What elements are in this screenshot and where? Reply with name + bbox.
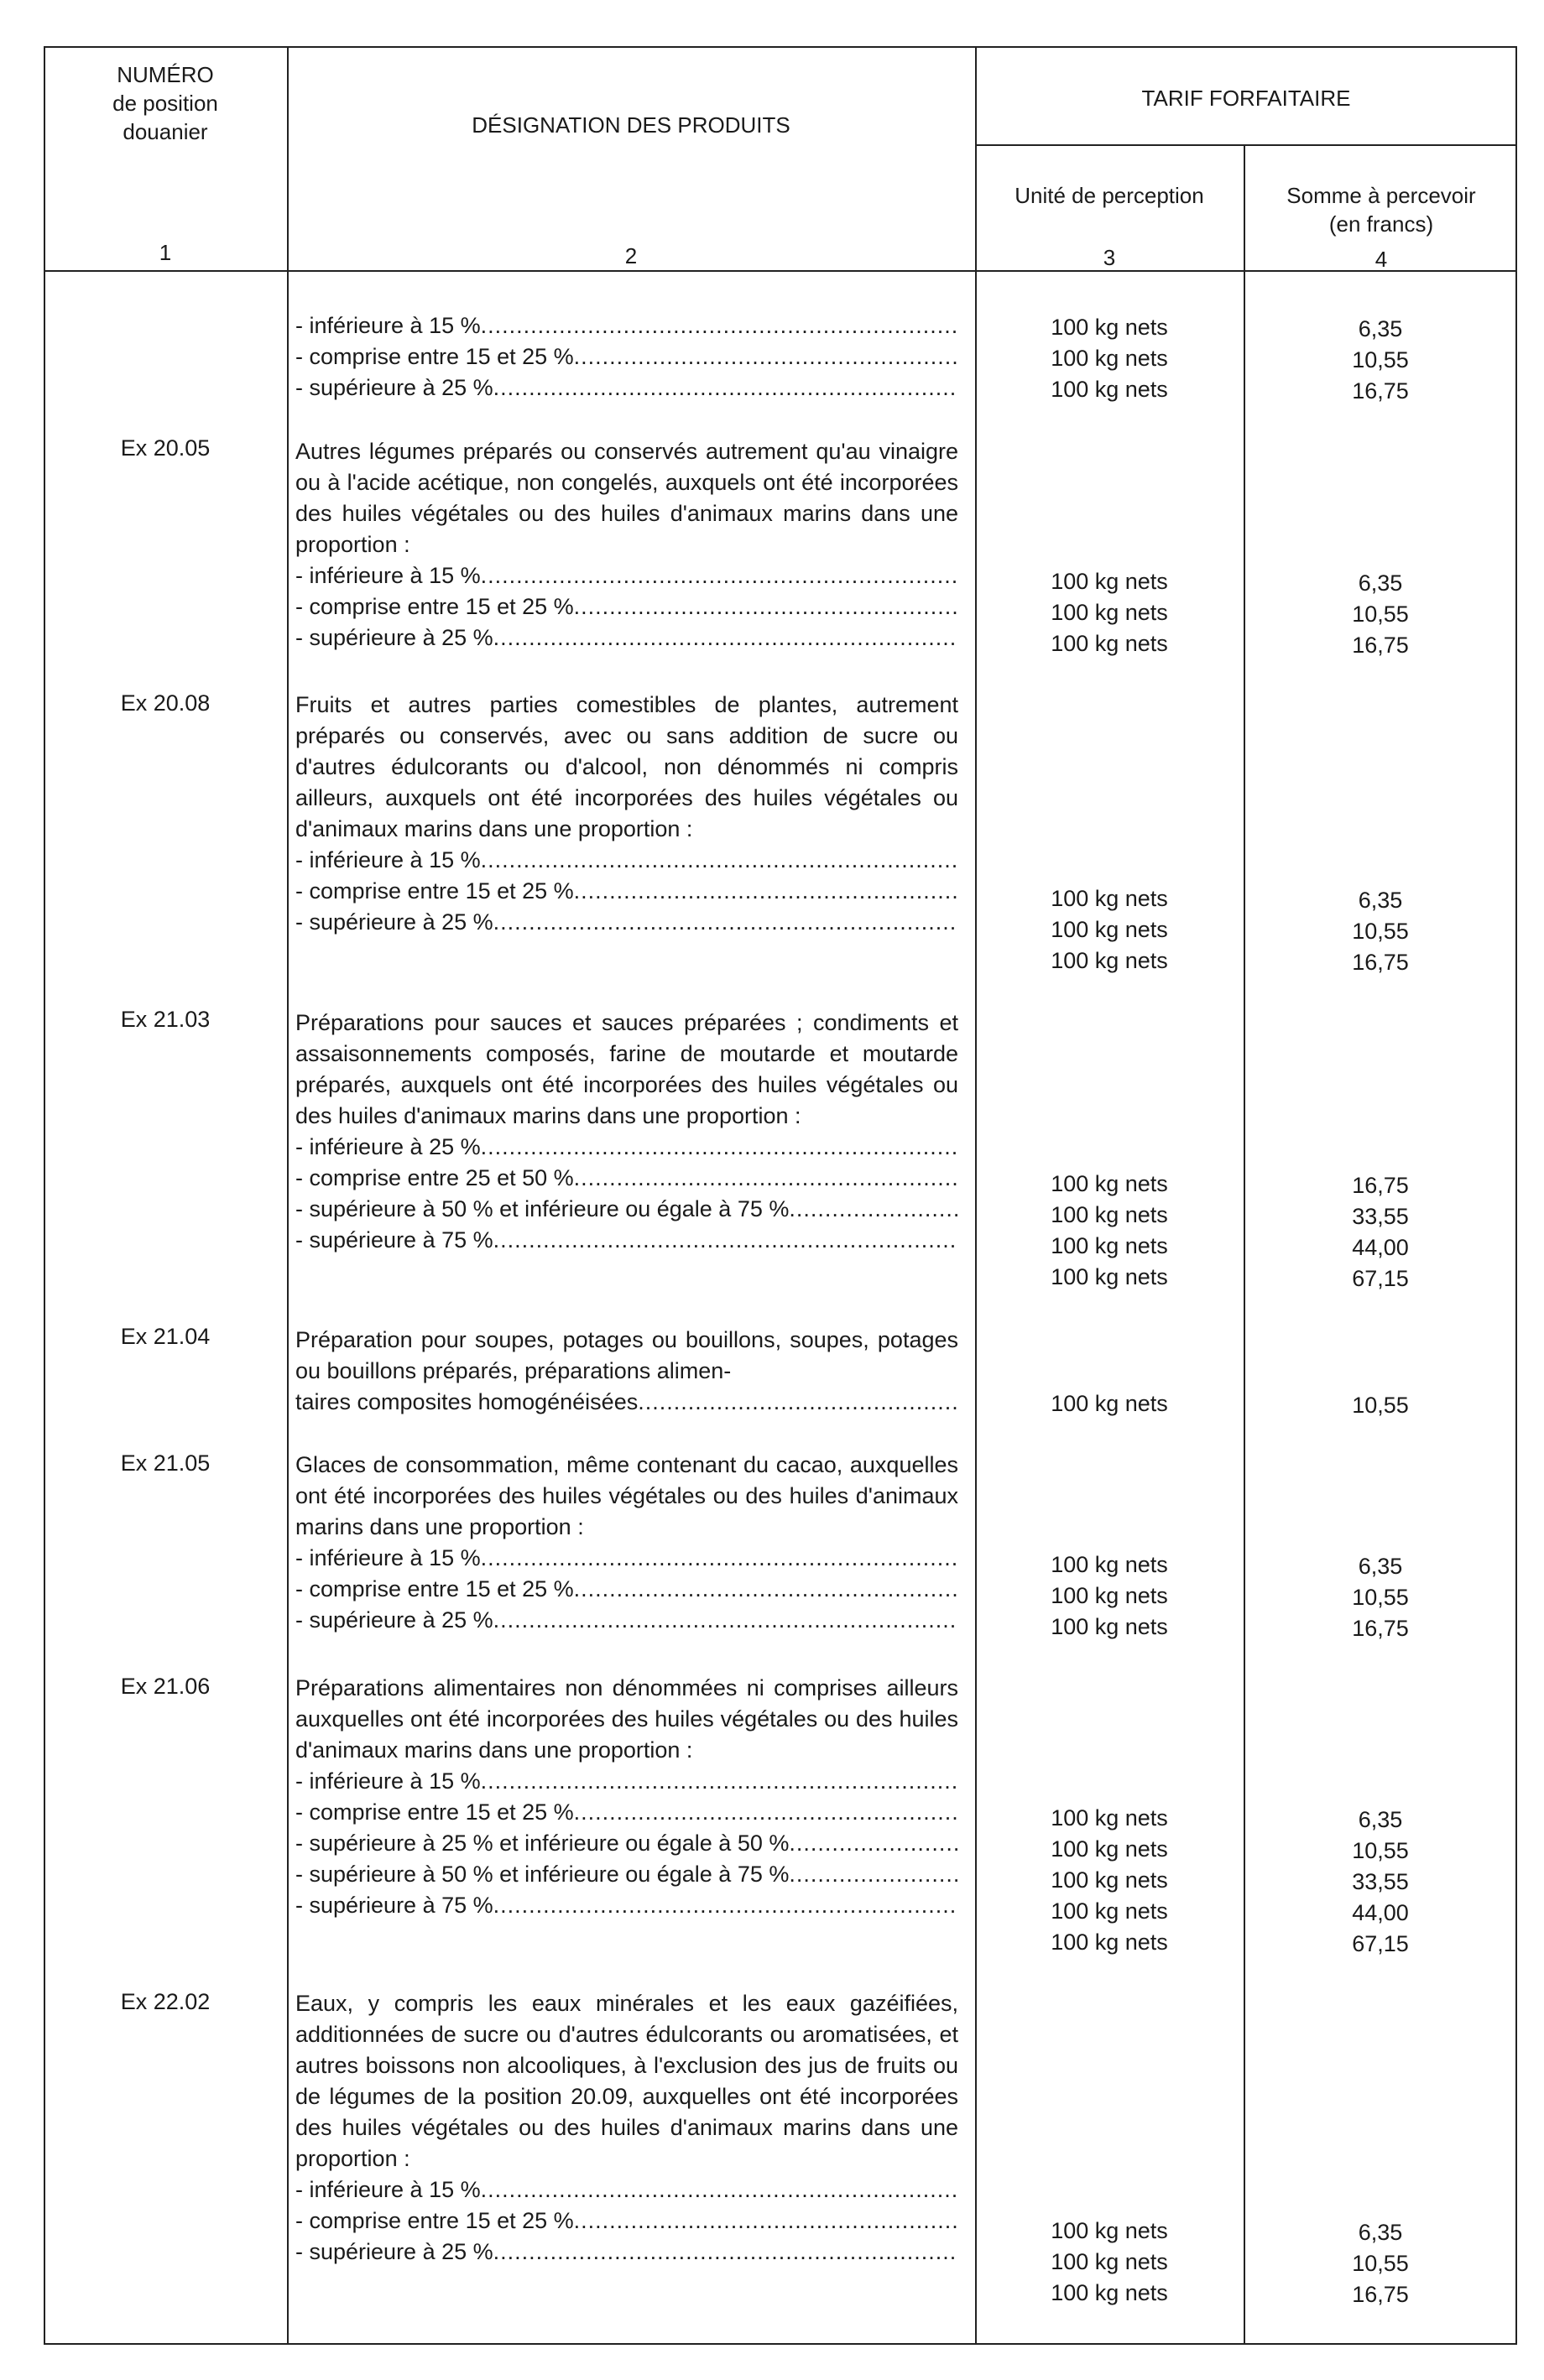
- unit-cell: 100 kg nets: [1051, 1233, 1168, 1258]
- unit-cell: 100 kg nets: [1051, 1614, 1168, 1639]
- unit-cell: 100 kg nets: [1051, 1930, 1168, 1955]
- tarif-title: TARIF FORFAITAIRE: [1141, 86, 1351, 111]
- row-description: [295, 1008, 958, 1256]
- rate-line: - comprise entre 15 et 25 % .....: [295, 1574, 958, 1605]
- rate-line: - supérieure à 75 % .....: [295, 1225, 958, 1256]
- unit-cell: 100 kg nets: [1051, 631, 1168, 656]
- unit-cell: 100 kg nets: [1051, 1867, 1168, 1893]
- rate-line: - inférieure à 15 % .....: [295, 845, 958, 876]
- rate-line: - supérieure à 25 % et inférieure ou égale à 50 % .....: [295, 1828, 958, 1859]
- rate-line: - comprise entre 15 et 25 % .....: [295, 341, 958, 372]
- unit-cell: 100 kg nets: [1051, 346, 1168, 371]
- amount-cell: 16,75: [1352, 950, 1409, 975]
- amount-cell: 6,35: [1358, 888, 1403, 913]
- amount-cell: 16,75: [1352, 1616, 1409, 1641]
- rate-line: - inférieure à 15 % .....: [295, 310, 958, 341]
- col3-title: Unité de perception: [1015, 183, 1204, 208]
- unit-cell: 100 kg nets: [1051, 1171, 1168, 1196]
- amount-cell: 10,55: [1352, 347, 1409, 372]
- rate-line: - inférieure à 15 % .....: [295, 1766, 958, 1797]
- rate-line: - supérieure à 50 % et inférieure ou égale à 75 % .....: [295, 1859, 958, 1890]
- unit-cell: 100 kg nets: [1051, 1583, 1168, 1608]
- position-code: Ex 21.05: [120, 1450, 211, 1476]
- row-description: [295, 1450, 958, 1636]
- col1-subtitle-1: de position: [112, 91, 218, 116]
- col2-number: 2: [624, 243, 638, 268]
- row-description: [295, 1325, 958, 1418]
- amount-cell: 16,75: [1352, 378, 1409, 404]
- rate-line: - inférieure à 15 % .....: [295, 2174, 958, 2206]
- unit-cell: 100 kg nets: [1051, 1391, 1168, 1416]
- rate-line: - comprise entre 15 et 25 % .....: [295, 1797, 958, 1828]
- col4-number: 4: [1374, 247, 1388, 272]
- unit-cell: 100 kg nets: [1051, 377, 1168, 402]
- amount-cell: 6,35: [1358, 2220, 1403, 2245]
- col3-number: 3: [1103, 245, 1116, 270]
- amount-cell: 6,35: [1358, 1807, 1403, 1832]
- rate-line: - supérieure à 25 % .....: [295, 622, 958, 654]
- rate-line: - comprise entre 15 et 25 % .....: [295, 876, 958, 907]
- amount-cell: 44,00: [1352, 1235, 1409, 1260]
- amount-cell: 67,15: [1352, 1266, 1409, 1291]
- amount-cell: 6,35: [1358, 570, 1403, 596]
- unit-cell: 100 kg nets: [1051, 2249, 1168, 2274]
- rate-line: - supérieure à 25 % .....: [295, 372, 958, 404]
- unit-cell: 100 kg nets: [1051, 948, 1168, 973]
- row-intro: Préparations pour sauces et sauces préparées ; condiments et assaisonnements composés, farine de moutarde et moutarde préparés, auxquels ont été incorporées des huiles végétales ou des huiles d'animaux marins dans une proportion :: [295, 1010, 958, 1128]
- row-intro: Glaces de consommation, même contenant du cacao, auxquelles ont été incorporées des huiles végétales ou des huiles d'animaux marins dans une proportion :: [295, 1452, 958, 1539]
- unit-cell: 100 kg nets: [1051, 600, 1168, 625]
- row-description: [295, 1988, 958, 2268]
- row-description: [295, 690, 958, 938]
- amount-cell: 67,15: [1352, 1931, 1409, 1956]
- rate-line: - comprise entre 25 et 50 % .....: [295, 1163, 958, 1194]
- rate-line: - inférieure à 15 % .....: [295, 560, 958, 591]
- amount-cell: 10,55: [1352, 602, 1409, 627]
- rate-line: - comprise entre 15 et 25 % .....: [295, 2206, 958, 2237]
- amount-cell: 10,55: [1352, 2251, 1409, 2276]
- amount-cell: 16,75: [1352, 1173, 1409, 1198]
- rate-line: - supérieure à 50 % et inférieure ou égale à 75 % .....: [295, 1194, 958, 1225]
- tarif-subheader-rule: [975, 144, 1517, 146]
- column-divider-1: [287, 46, 289, 2345]
- amount-cell: 16,75: [1352, 633, 1409, 658]
- rate-line: taires composites homogénéisées .....: [295, 1387, 958, 1418]
- position-code: Ex 20.05: [120, 435, 211, 461]
- unit-cell: 100 kg nets: [1051, 2218, 1168, 2243]
- rate-line: - supérieure à 25 % .....: [295, 1605, 958, 1636]
- amount-cell: 16,75: [1352, 2282, 1409, 2307]
- rate-line: - inférieure à 15 % .....: [295, 1543, 958, 1574]
- rate-line: - supérieure à 25 % .....: [295, 2237, 958, 2268]
- row-description: [295, 1673, 958, 1921]
- col1-title: NUMÉRO: [117, 62, 214, 87]
- rate-line: - supérieure à 25 % .....: [295, 907, 958, 938]
- col1-header: [44, 60, 287, 146]
- amount-cell: 10,55: [1352, 1393, 1409, 1418]
- row-description: [295, 310, 958, 404]
- unit-cell: 100 kg nets: [1051, 886, 1168, 911]
- amount-cell: 10,55: [1352, 1838, 1409, 1863]
- row-intro: Préparation pour soupes, potages ou bouillons, soupes, potages ou bouillons préparés, préparations alimen-: [295, 1327, 958, 1383]
- amount-cell: 33,55: [1352, 1204, 1409, 1229]
- amount-cell: 44,00: [1352, 1900, 1409, 1925]
- unit-cell: 100 kg nets: [1051, 569, 1168, 594]
- amount-cell: 10,55: [1352, 919, 1409, 944]
- amount-cell: 10,55: [1352, 1585, 1409, 1610]
- position-code: Ex 20.08: [120, 690, 211, 716]
- col2-title: DÉSIGNATION DES PRODUITS: [472, 112, 790, 138]
- col1-number: 1: [159, 240, 172, 265]
- unit-cell: 100 kg nets: [1051, 1836, 1168, 1862]
- rate-line: - supérieure à 75 % .....: [295, 1890, 958, 1921]
- unit-cell: 100 kg nets: [1051, 1264, 1168, 1289]
- unit-cell: 100 kg nets: [1051, 1805, 1168, 1831]
- unit-cell: 100 kg nets: [1051, 1552, 1168, 1577]
- unit-cell: 100 kg nets: [1051, 1202, 1168, 1227]
- col4-title-2: (en francs): [1328, 211, 1434, 237]
- row-intro: Eaux, y compris les eaux minérales et les eaux gazéifiées, additionnées de sucre ou d'autres édulcorants ou aromatisées, et autres boissons non alcooliques, à l'exclusion des jus de fruits ou de légumes de la position 20.09, auxquelles ont été incorporées des huiles végétales ou des huiles d'animaux marins dans une proportion :: [295, 1991, 958, 2171]
- unit-cell: 100 kg nets: [1051, 917, 1168, 942]
- amount-cell: 6,35: [1358, 1554, 1403, 1579]
- position-code: Ex 21.03: [120, 1007, 211, 1032]
- unit-cell: 100 kg nets: [1051, 1898, 1168, 1924]
- column-divider-3: [1244, 144, 1245, 2345]
- amount-cell: 33,55: [1352, 1869, 1409, 1894]
- amount-cell: 6,35: [1358, 316, 1403, 341]
- row-intro: Autres légumes préparés ou conservés autrement qu'au vinaigre ou à l'acide acétique, non congelés, auxquels ont été incorporées des huiles végétales ou des huiles d'animaux marins dans une proportion :: [295, 439, 958, 557]
- rate-line: - comprise entre 15 et 25 % .....: [295, 591, 958, 622]
- row-description: [295, 436, 958, 654]
- position-code: Ex 21.06: [120, 1674, 211, 1699]
- col4-header: [1245, 181, 1517, 238]
- col1-subtitle-2: douanier: [123, 119, 208, 144]
- position-code: Ex 22.02: [120, 1989, 211, 2014]
- unit-cell: 100 kg nets: [1051, 315, 1168, 340]
- unit-cell: 100 kg nets: [1051, 2280, 1168, 2305]
- row-intro: Fruits et autres parties comestibles de plantes, autrement préparés ou conservés, avec ou sans addition de sucre ou d'autres édulcorants ou d'alcool, non dénommés ni compris ailleurs, auxquels ont été incorporées des huiles végétales ou d'animaux marins dans une proportion :: [295, 692, 958, 841]
- row-intro: Préparations alimentaires non dénommées ni comprises ailleurs auxquelles ont été incorporées des huiles végétales ou des huiles d'animaux marins dans une proportion :: [295, 1675, 958, 1763]
- col4-title-1: Somme à percevoir: [1286, 183, 1476, 208]
- position-code: Ex 21.04: [120, 1324, 211, 1349]
- rate-line: - inférieure à 25 % .....: [295, 1132, 958, 1163]
